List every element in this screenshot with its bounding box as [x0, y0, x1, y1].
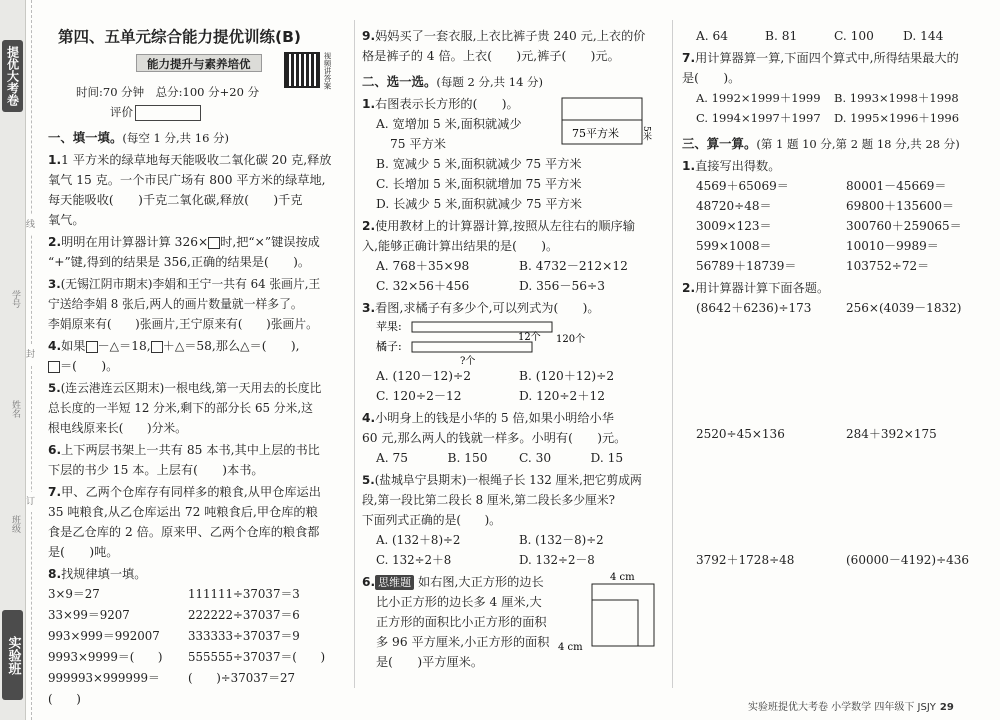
- field-class: 班级: [10, 515, 20, 533]
- choice-3: 3.看图,求橘子有多少个,可以列式为( )。 苹果: 橘子: 12个 120个 ?个 A. (120－12)÷2 B. (120＋12)÷2 C. 120÷2－12 D. 120÷2＋12: [362, 301, 615, 403]
- field-name: 姓名: [10, 400, 20, 418]
- question-2: 2.明明在用计算器计算 326× 时,把“×”键误按成 “+”键,得到的结果是 356,正确的结果是( )。: [48, 235, 320, 269]
- page-number: 29: [939, 702, 954, 713]
- svg-text:?个: ?个: [460, 356, 476, 367]
- svg-text:12个: 12个: [518, 332, 541, 343]
- choice-2: 2.使用教材上的计算器计算,按照从左往右的顺序输 入,能够正确计算出结果的是( )。 A. 768＋35×98 B. 4732－212×12 C. 32×56＋456 D. 356－56÷3: [362, 219, 635, 293]
- brand-tab-top: 提优大考卷: [2, 40, 23, 112]
- svg-text:4 cm: 4 cm: [558, 642, 583, 653]
- svg-text:橘子:: 橘子:: [376, 340, 402, 353]
- square-figure: [558, 570, 658, 656]
- calc-2: 2.用计算器计算下面各题。 (8642＋6236)÷173 256×(4039－1832) 2520÷45×136 284＋392×175 3792＋1728÷48 (60000－4192)÷436: [682, 281, 970, 567]
- cut-mark: 订: [26, 492, 35, 512]
- question-5: 5.(连云港连云区期末)一根电线,第一天用去的长度比 总长度的一半短 12 分米,剩下的部分长 65 分米,这 根电线原来长( )分米。: [48, 381, 322, 435]
- column-2: [362, 26, 662, 672]
- svg-text:120个: 120个: [556, 334, 586, 345]
- choice-1: 1.右图表示长方形的( )。 A. 宽增加 5 米,面积就减少 75 平方米 B. 宽减少 5 米,面积就减少 75 平方米 C. 长增加 5 米,面积就增加 75 平方米 D. 长减少 5 米,面积就减少 75 平方米 75平方米 5米: [362, 94, 662, 214]
- choice-4: 4.小明身上的钱是小华的 5 倍,如果小明给小华 60 元,那么两人的钱就一样多。小明有( )元。 A. 75 B. 150 C. 30 D. 15: [362, 411, 627, 465]
- question-8: 8.找规律填一填。 3×9＝27 111111÷37037＝3 33×99＝9207 222222÷37037＝6 993×999＝992007 333333÷37037＝9 9993×9999＝( ) 555555÷37037＝( ) 999993×999999＝( ) ( )÷37037＝27: [48, 564, 346, 710]
- page-title: 第四、五单元综合能力提优训练(B): [58, 28, 301, 46]
- question-7: 7.甲、乙两个仓库存有同样多的粮食,从甲仓库运出 35 吨粮食,从乙仓库运出 72 吨粮食后,甲仓库的粮 食是乙仓库的 2 倍。原来甲、乙两个仓库的粮食都 是( )吨。: [48, 485, 321, 559]
- question-6: 6.上下两层书架上一共有 85 本书,其中上层的书比 下层的书少 15 本。上层有( )本书。: [48, 443, 320, 477]
- binding-strip: [0, 0, 26, 720]
- square-symbol: [86, 341, 98, 353]
- svg-text:4 cm: 4 cm: [610, 572, 635, 583]
- qr-label: 视频讲答案: [323, 52, 332, 90]
- blank-box[interactable]: [208, 237, 220, 249]
- figure-area-label: 75平方米: [572, 127, 619, 140]
- column-divider: [354, 20, 355, 688]
- question-3: 3.(无锡江阴市期末)李娟和王宁一共有 64 张画片,王 宁送给李娟 8 张后,两人的画片数量就一样多了。 李娟原来有( )张画片,王宁原来有( )张画片。: [48, 277, 321, 331]
- column-1: [48, 26, 346, 710]
- choice-5: 5.(盐城阜宁县期末)一根绳子长 132 厘米,把它剪成两 段,第一段比第二段长 8 厘米,第二段长多少厘米? 下面列式正确的是( )。 A. (132＋8)÷2 B. (132－8)÷2 C. 132÷2＋8 D. 132÷2－8: [362, 473, 642, 567]
- section-2-title: 二、选一选。(每题 2 分,共 14 分): [362, 74, 544, 89]
- square-symbol: [48, 361, 60, 373]
- qr-code-icon[interactable]: [284, 52, 320, 88]
- fruit-diagram: [376, 318, 586, 367]
- page-footer: 实验班提优大考卷 小学数学 四年级下 JSJY 29: [748, 702, 954, 713]
- svg-text:苹果:: 苹果:: [376, 320, 402, 333]
- pattern-grid: 3×9＝27 111111÷37037＝3 33×99＝9207 222222÷37037＝6 993×999＝992007 333333÷37037＝9 9993×9999＝( ) 555555÷37037＝( ) 999993×999999＝( ) ( )÷37037＝27: [48, 587, 326, 706]
- section-1-title: 一、填一填。(每空 1 分,共 16 分): [48, 130, 230, 145]
- score-box[interactable]: [135, 105, 201, 121]
- square-symbol: [151, 341, 163, 353]
- score-label: 评价: [110, 105, 133, 119]
- choice-7: 7.用计算器算一算,下面四个算式中,所得结果最大的 是( )。 A. 1992×1999＋1999 B. 1993×1998＋1998 C. 1994×1997＋1997 D. 1995×1996＋1996: [682, 51, 960, 125]
- column-divider: [672, 20, 673, 688]
- rectangle-figure: [560, 96, 656, 148]
- question-9: 9.妈妈买了一套衣服,上衣比裤子贵 240 元,上衣的价 格是裤子的 4 倍。上衣( )元,裤子( )元。: [362, 29, 646, 63]
- cut-mark: 封: [26, 345, 35, 365]
- brand-tab-bottom: 实验班: [2, 610, 23, 700]
- question-1: 1.1 平方米的绿草地每天能吸收二氧化碳 20 克,释放 氧气 15 克。一个市民广场有 800 平方米的绿草地, 每天能吸收( )千克二氧化碳,释放( )千克 氧气。: [48, 153, 332, 227]
- question-4: 4.如果 －△＝18, ＋△＝58,那么△＝( ), ＝( )。: [48, 339, 300, 373]
- section-3-title: 三、算一算。(第 1 题 10 分,第 2 题 18 分,共 28 分): [682, 136, 960, 151]
- field-student-id: 学号: [10, 290, 20, 308]
- calc-1: 1.直接写出得数。 4569＋65069＝ 80001－45669＝ 48720÷48＝ 69800＋135600＝ 3009×123＝ 300760＋259065＝ 599×1008＝ 10010－9989＝ 56789＋18739＝ 103752÷72＝: [682, 159, 962, 273]
- choice-6: 6. 思维题 如右图,大正方形的边长 比小正方形的边长多 4 厘米,大 正方形的面积比小正方形的面积 多 96 平方厘米,小正方形的面积 是( )平方厘米。 4 cm 4 cm: [362, 572, 662, 672]
- column-3: [682, 26, 972, 570]
- choice-6-options: A. 64 B. 81 C. 100 D. 144: [696, 29, 944, 43]
- page-subtitle: 能力提升与素养培优: [136, 54, 262, 72]
- exam-meta: 时间:70 分钟 总分:100 分+20 分: [76, 85, 260, 99]
- figure-side-label: 5米: [641, 126, 651, 141]
- thinking-tag: 思维题: [375, 575, 414, 590]
- cut-mark: 线: [26, 215, 35, 235]
